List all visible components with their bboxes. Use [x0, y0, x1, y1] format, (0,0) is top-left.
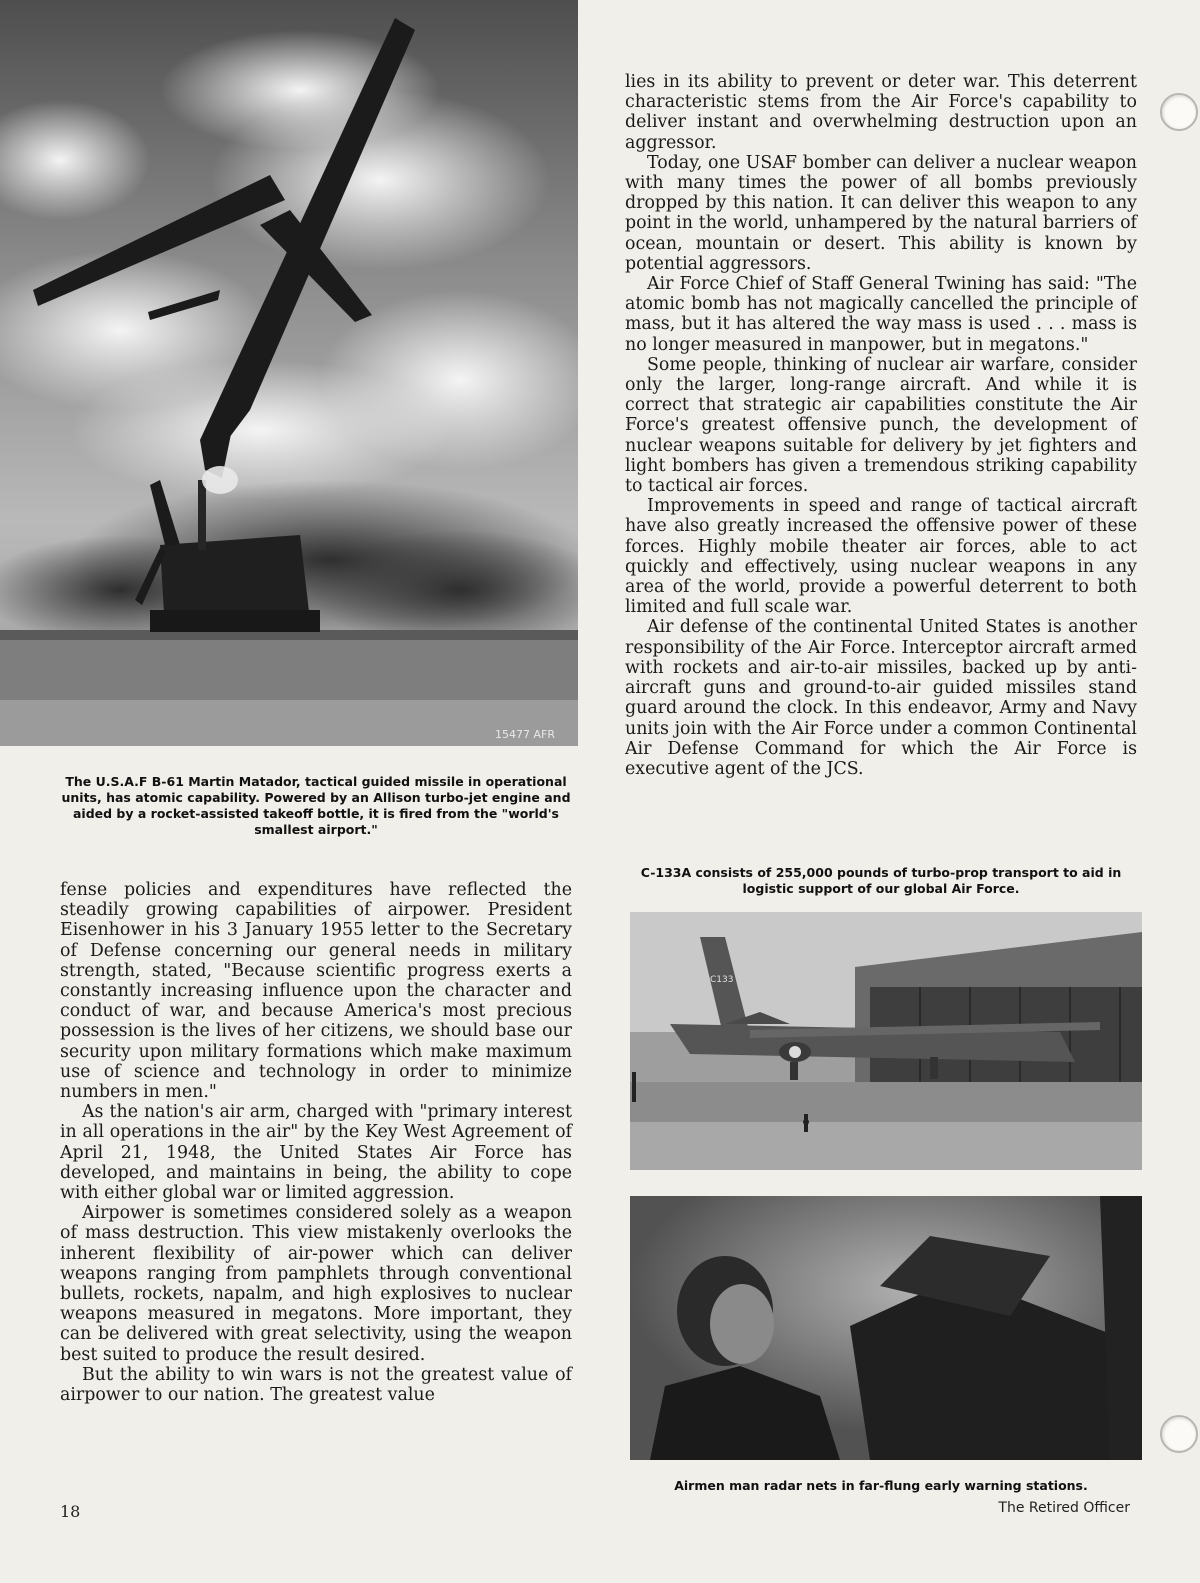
magazine-title: The Retired Officer [998, 1500, 1130, 1516]
left-article-column [60, 880, 572, 1405]
c133-transport-photo [630, 912, 1142, 1170]
radar-caption: Airmen man radar nets in far-flung early warning stations. [674, 1478, 1088, 1493]
left-paragraph-3: Airpower is sometimes considered solely as a weapon of mass destruction. This view mistakenly overlooks the inherent flexibility of air-power which can deliver weapons ranging from pamphlets through conventional bullets, rockets, napalm, and high explosives to nuclear weapons measured in megatons. More important, they can be delivered with great selectivity, using the weapon best suited to produce the result desired. [60, 1203, 572, 1365]
right-paragraph-2: Today, one USAF bomber can deliver a nuclear weapon with many times the power of all bombs previously dropped by this nation. It can deliver this weapon to any point in the world, unhampered by the natural barriers of ocean, mountain or desert. This ability is known by potential aggressors. [625, 152, 1137, 274]
c133-tail-marking: C133 [710, 975, 734, 985]
page-number: 18 [60, 1502, 81, 1521]
left-paragraph-1: fense policies and expenditures have reflected the steadily growing capabilities of airpower. President Eisenhower in his 3 January 1955 letter to the Secretary of Defense concerning our general needs in military strength, stated, "Because scientific progress exerts a constantly increasing influence upon the character and conduct of war, and because America's most precious possession is the lives of her citizens, we should base our security upon military formations which make maximum use of science and technology in order to minimize numbers in men." [60, 880, 572, 1103]
right-paragraph-4: Some people, thinking of nuclear air warfare, consider only the larger, long-range aircraft. And while it is correct that strategic air capabilities constitute the Air Force's greatest offensive punch, the development of nuclear weapons suitable for delivery by jet fighters and light bombers has given a tremendous striking capability to tactical air forces. [625, 354, 1137, 497]
binder-hole-bottom [1160, 1415, 1198, 1453]
left-paragraph-2: As the nation's air arm, charged with "primary interest in all operations in the air" by the Key West Agreement of April 21, 1948, the United States Air Force has developed, and maintains in being, the ability to cope with either global war or limited aggression. [60, 1102, 572, 1204]
photo-serial-mark: 15477 AFR [495, 728, 555, 741]
radar-station-photo [630, 1196, 1142, 1460]
right-article-column [625, 72, 1137, 779]
binder-hole-top [1160, 93, 1198, 131]
c133-caption: C-133A consists of 255,000 pounds of turbo-prop transport to aid in logistic support of our global Air Force. [640, 865, 1122, 896]
right-paragraph-3: Air Force Chief of Staff General Twining has said: "The atomic bomb has not magically cancelled the principle of mass, but it has altered the way mass is used . . . mass is no longer measured in manpower, but in megatons." [625, 274, 1137, 355]
right-paragraph-1: lies in its ability to prevent or deter war. This deterrent characteristic stems from the Air Force's capability to deliver instant and overwhelming destruction upon an aggressor. [625, 72, 1137, 153]
matador-missile-photo [0, 0, 578, 746]
left-paragraph-4: But the ability to win wars is not the greatest value of airpower to our nation. The greatest value [60, 1364, 572, 1406]
right-paragraph-6: Air defense of the continental United States is another responsibility of the Air Force. Interceptor aircraft armed with rockets and air-to-air missiles, backed up by anti-aircraft guns and ground-to-air guided missiles stand guard around the clock. In this endeavor, Army and Navy units join with the Air Force under a common Continental Air Defense Command for which the Air Force is executive agent of the JCS. [625, 617, 1137, 779]
matador-caption: The U.S.A.F B-61 Martin Matador, tactical guided missile in operational units, has atomic capability. Powered by an Allison turbo-jet engine and aided by a rocket-assisted takeoff bottle, it is fired from the "world's smallest airport." [61, 774, 571, 837]
right-paragraph-5: Improvements in speed and range of tactical aircraft have also greatly increased the offensive power of these forces. Highly mobile theater air forces, able to act quickly and effectively, using nuclear weapons in any area of the world, provide a powerful deterrent to both limited and full scale war. [625, 496, 1137, 618]
